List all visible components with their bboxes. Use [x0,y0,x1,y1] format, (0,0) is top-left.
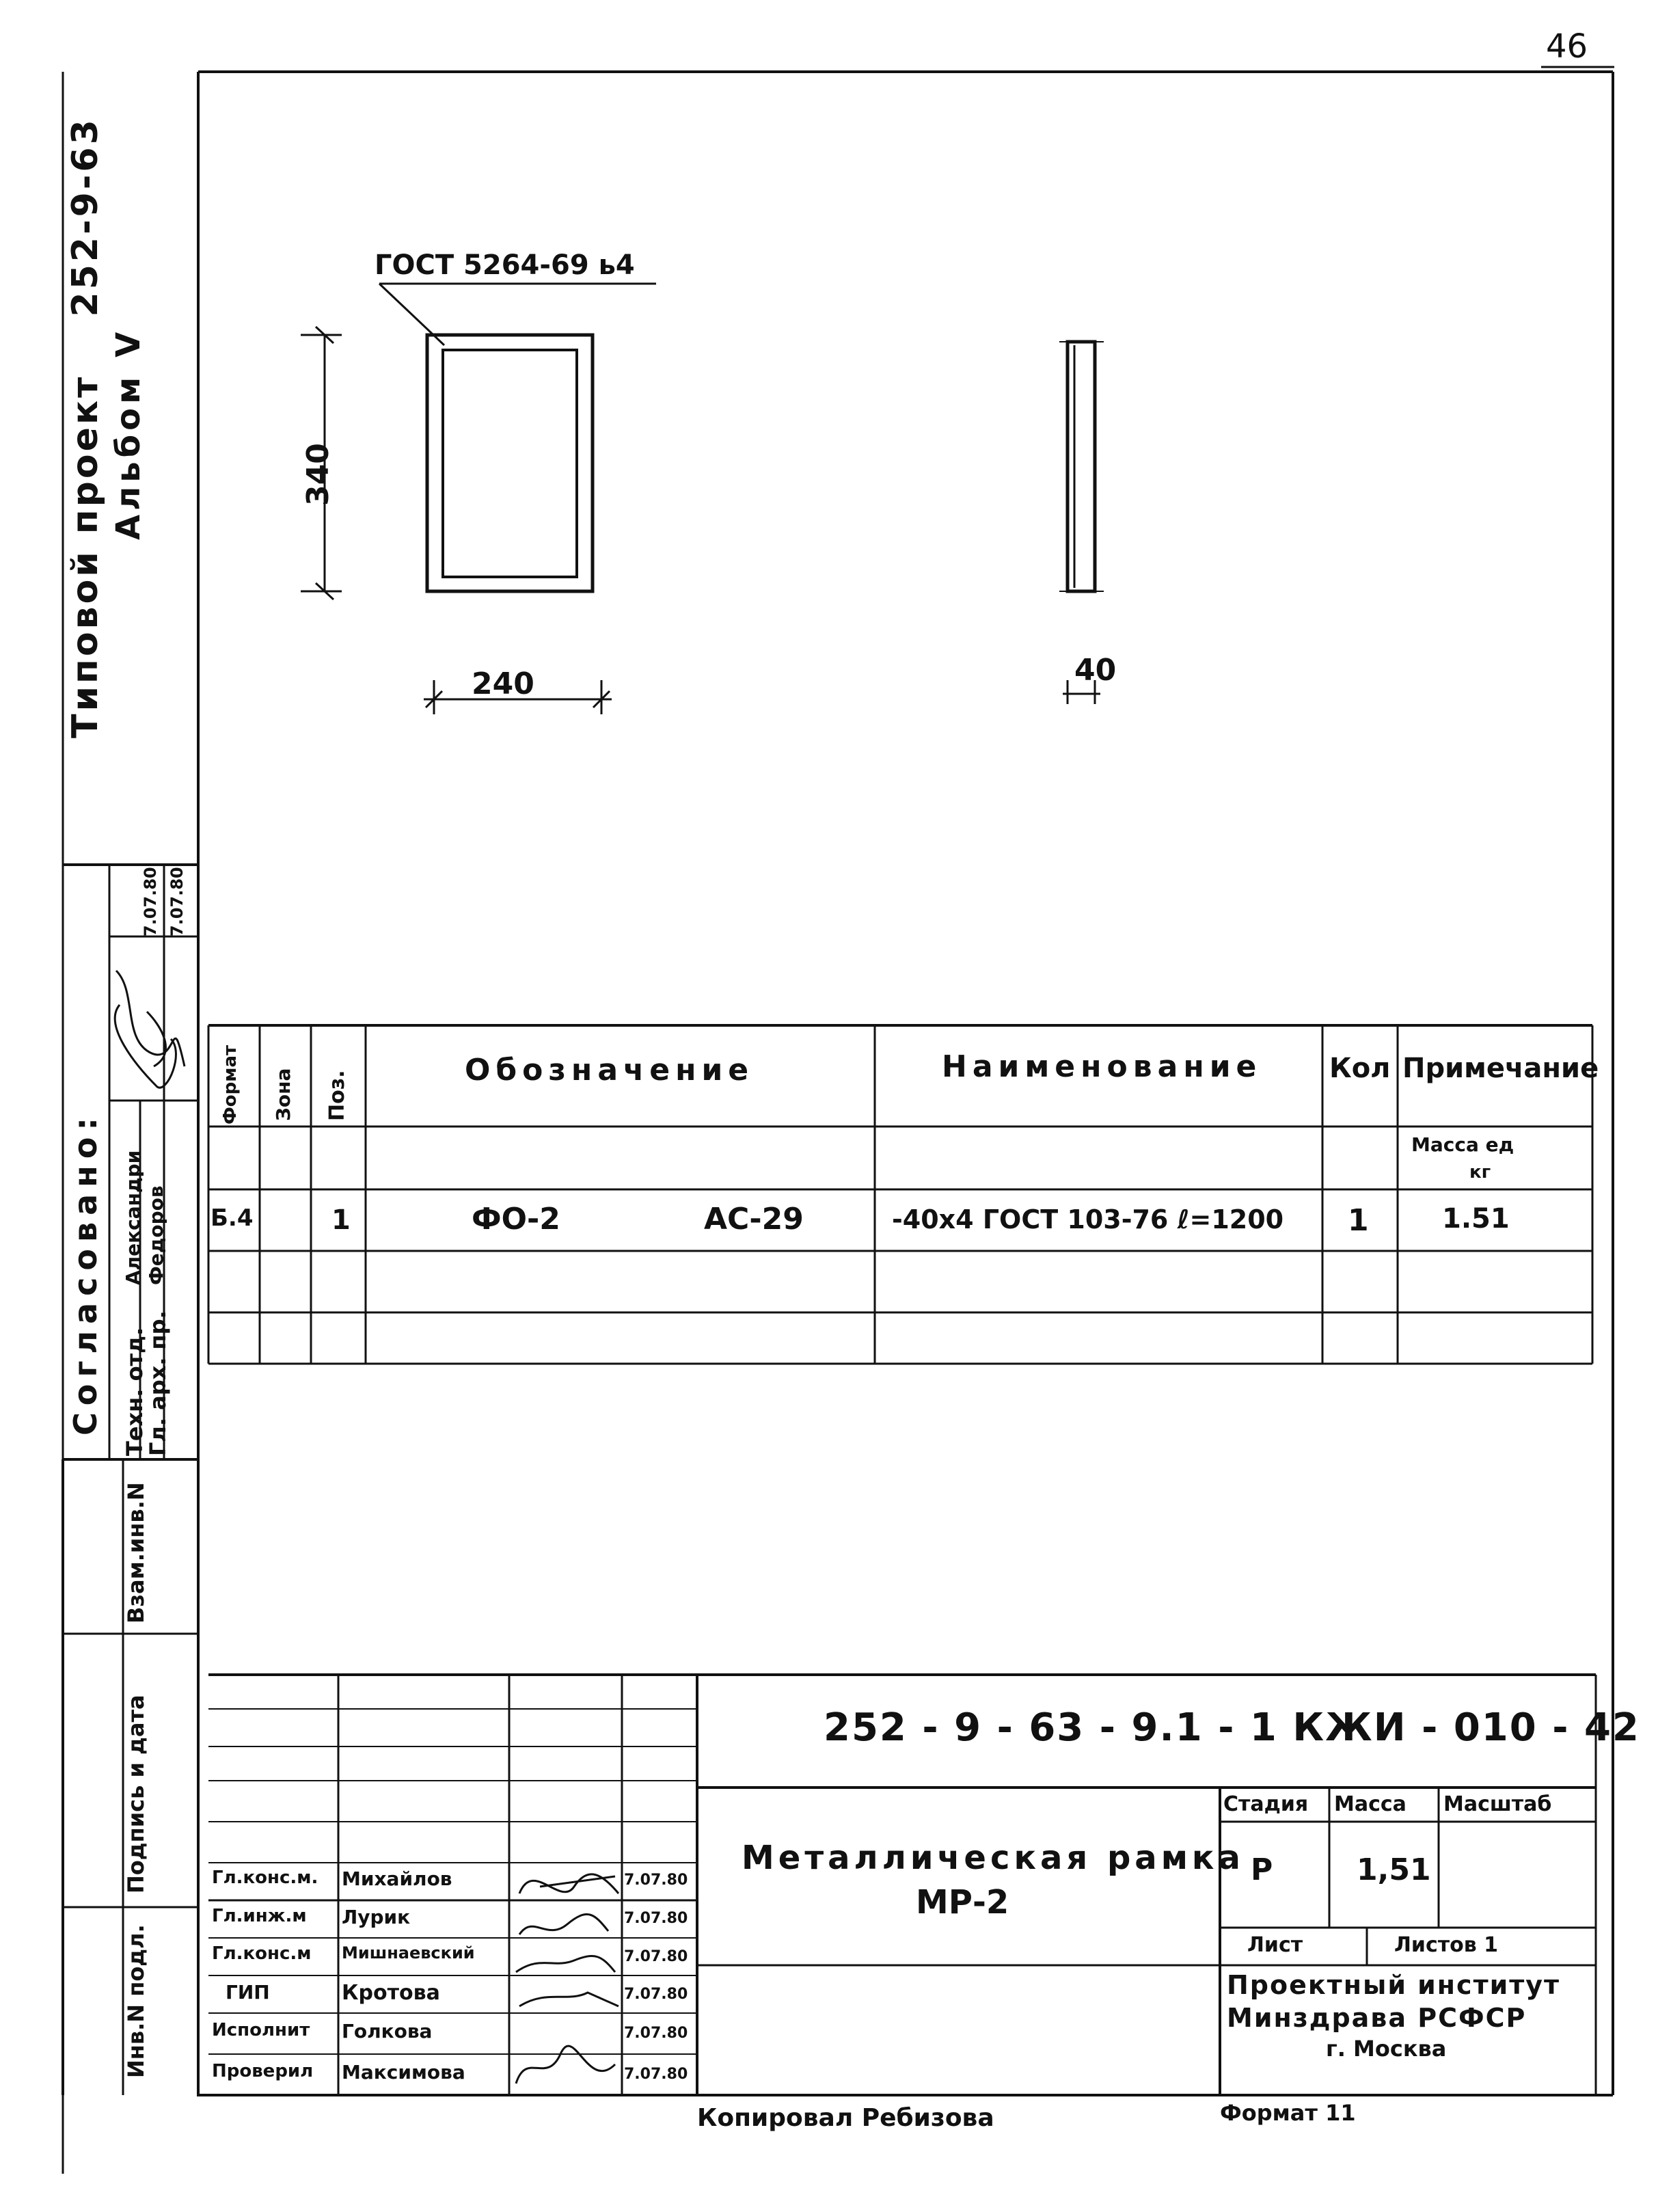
spec-header-name: Наименование [942,1049,1262,1084]
side-album: Альбом V [109,327,148,540]
side-project-title [65,117,106,738]
sig-name-3: Мишнаевский [342,1943,475,1963]
sig-role-5: Исполнит [212,2020,310,2040]
stamp-inv-podl: Инв.N подл. [123,1924,149,2078]
tb-org-line2: Минздрава РСФСР [1227,2003,1527,2033]
agreed-name-2: Федоров [145,1185,167,1285]
sig-name-4: Кротова [342,1981,440,2005]
sig-name-5: Голкова [342,2020,433,2042]
document-code: 252 - 9 - 63 - 9.1 - 1 КЖИ - 010 - 42 [824,1705,1640,1750]
agreed-title: Согласовано: [67,1111,104,1435]
agreed-name-1: Александри [122,1150,144,1285]
height-dimension: 340 [301,443,336,506]
stamp-podpis-data: Подпись и дата [123,1695,149,1893]
footer-copied: Копировал Ребизова [697,2104,994,2132]
sig-name-6: Максимова [342,2061,465,2083]
spec-note-sub-1: Масса ед [1411,1133,1514,1156]
tb-scale-label: Масштаб [1443,1792,1552,1816]
tb-stage: Р [1251,1852,1273,1887]
sig-date-3: 7.07.80 [624,1948,688,1965]
spec-header-designation: Обозначение [465,1053,755,1088]
side-project-line1: Типовой проект [65,374,106,738]
sig-role-6: Проверил [212,2061,314,2081]
sig-name-2: Лурик [342,1906,411,1928]
sig-date-6: 7.07.80 [624,2066,688,2083]
tb-org-line1: Проектный институт [1227,1970,1561,2000]
agreed-role-2: Гл. арх. пр. [145,1310,171,1456]
spec-row-designation: ФО-2 [472,1202,560,1237]
sig-role-3: Гл.конс.м [212,1943,312,1964]
spec-row-designation-2: АС-29 [704,1202,804,1237]
tb-sheet-label: Лист [1247,1933,1303,1957]
spec-row-note: 1.51 [1442,1203,1510,1235]
sig-date-1: 7.07.80 [624,1872,688,1889]
sheet-number: 46 [1546,27,1588,66]
sig-date-5: 7.07.80 [624,2025,688,2042]
sig-name-1: Михайлов [342,1867,452,1890]
footer-format: Формат 11 [1220,2100,1356,2126]
spec-header-qty: Кол [1329,1053,1391,1084]
profile-label: ГОСТ 5264-69 ь4 [375,249,635,281]
sig-role-2: Гл.инж.м [212,1906,307,1926]
title-line1: Металлическая рамка [742,1839,1245,1877]
agreed-date-2: 7.07.80 [167,867,187,936]
spec-row-format: Б.4 [210,1204,254,1232]
sig-date-2: 7.07.80 [624,1910,688,1927]
spec-row-name: -40х4 ГОСТ 103-76 ℓ=1200 [892,1204,1284,1235]
title-line2: МР-2 [916,1883,1009,1921]
sig-date-4: 7.07.80 [624,1986,688,2003]
sig-role-4: ГИП [226,1981,270,2004]
spec-row-pos: 1 [331,1204,351,1236]
tb-stage-label: Стадия [1223,1792,1309,1816]
thickness-dimension: 40 [1074,653,1117,688]
sig-role-1: Гл.конс.м. [212,1867,318,1888]
spec-header-pos: Поз. [325,1070,349,1121]
agreed-role-1: Техн. отд. [122,1327,148,1456]
width-dimension: 240 [472,666,534,701]
agreed-date-1: 7.07.80 [141,867,160,936]
spec-header-format: Формат [220,1044,241,1124]
tb-mass: 1,51 [1357,1852,1431,1887]
spec-note-sub-2: кг [1469,1162,1491,1183]
tb-mass-label: Масса [1334,1792,1407,1816]
spec-header-note: Примечание [1402,1053,1599,1084]
spec-header-zone: Зона [272,1068,295,1121]
tb-sheets-label: Листов 1 [1394,1933,1499,1957]
spec-row-qty: 1 [1348,1203,1369,1238]
stamp-vzam-inv: Взам.инв.N [123,1482,149,1623]
tb-org-line3: г. Москва [1326,2036,1447,2062]
side-project-code: 252-9-63 [65,117,106,317]
